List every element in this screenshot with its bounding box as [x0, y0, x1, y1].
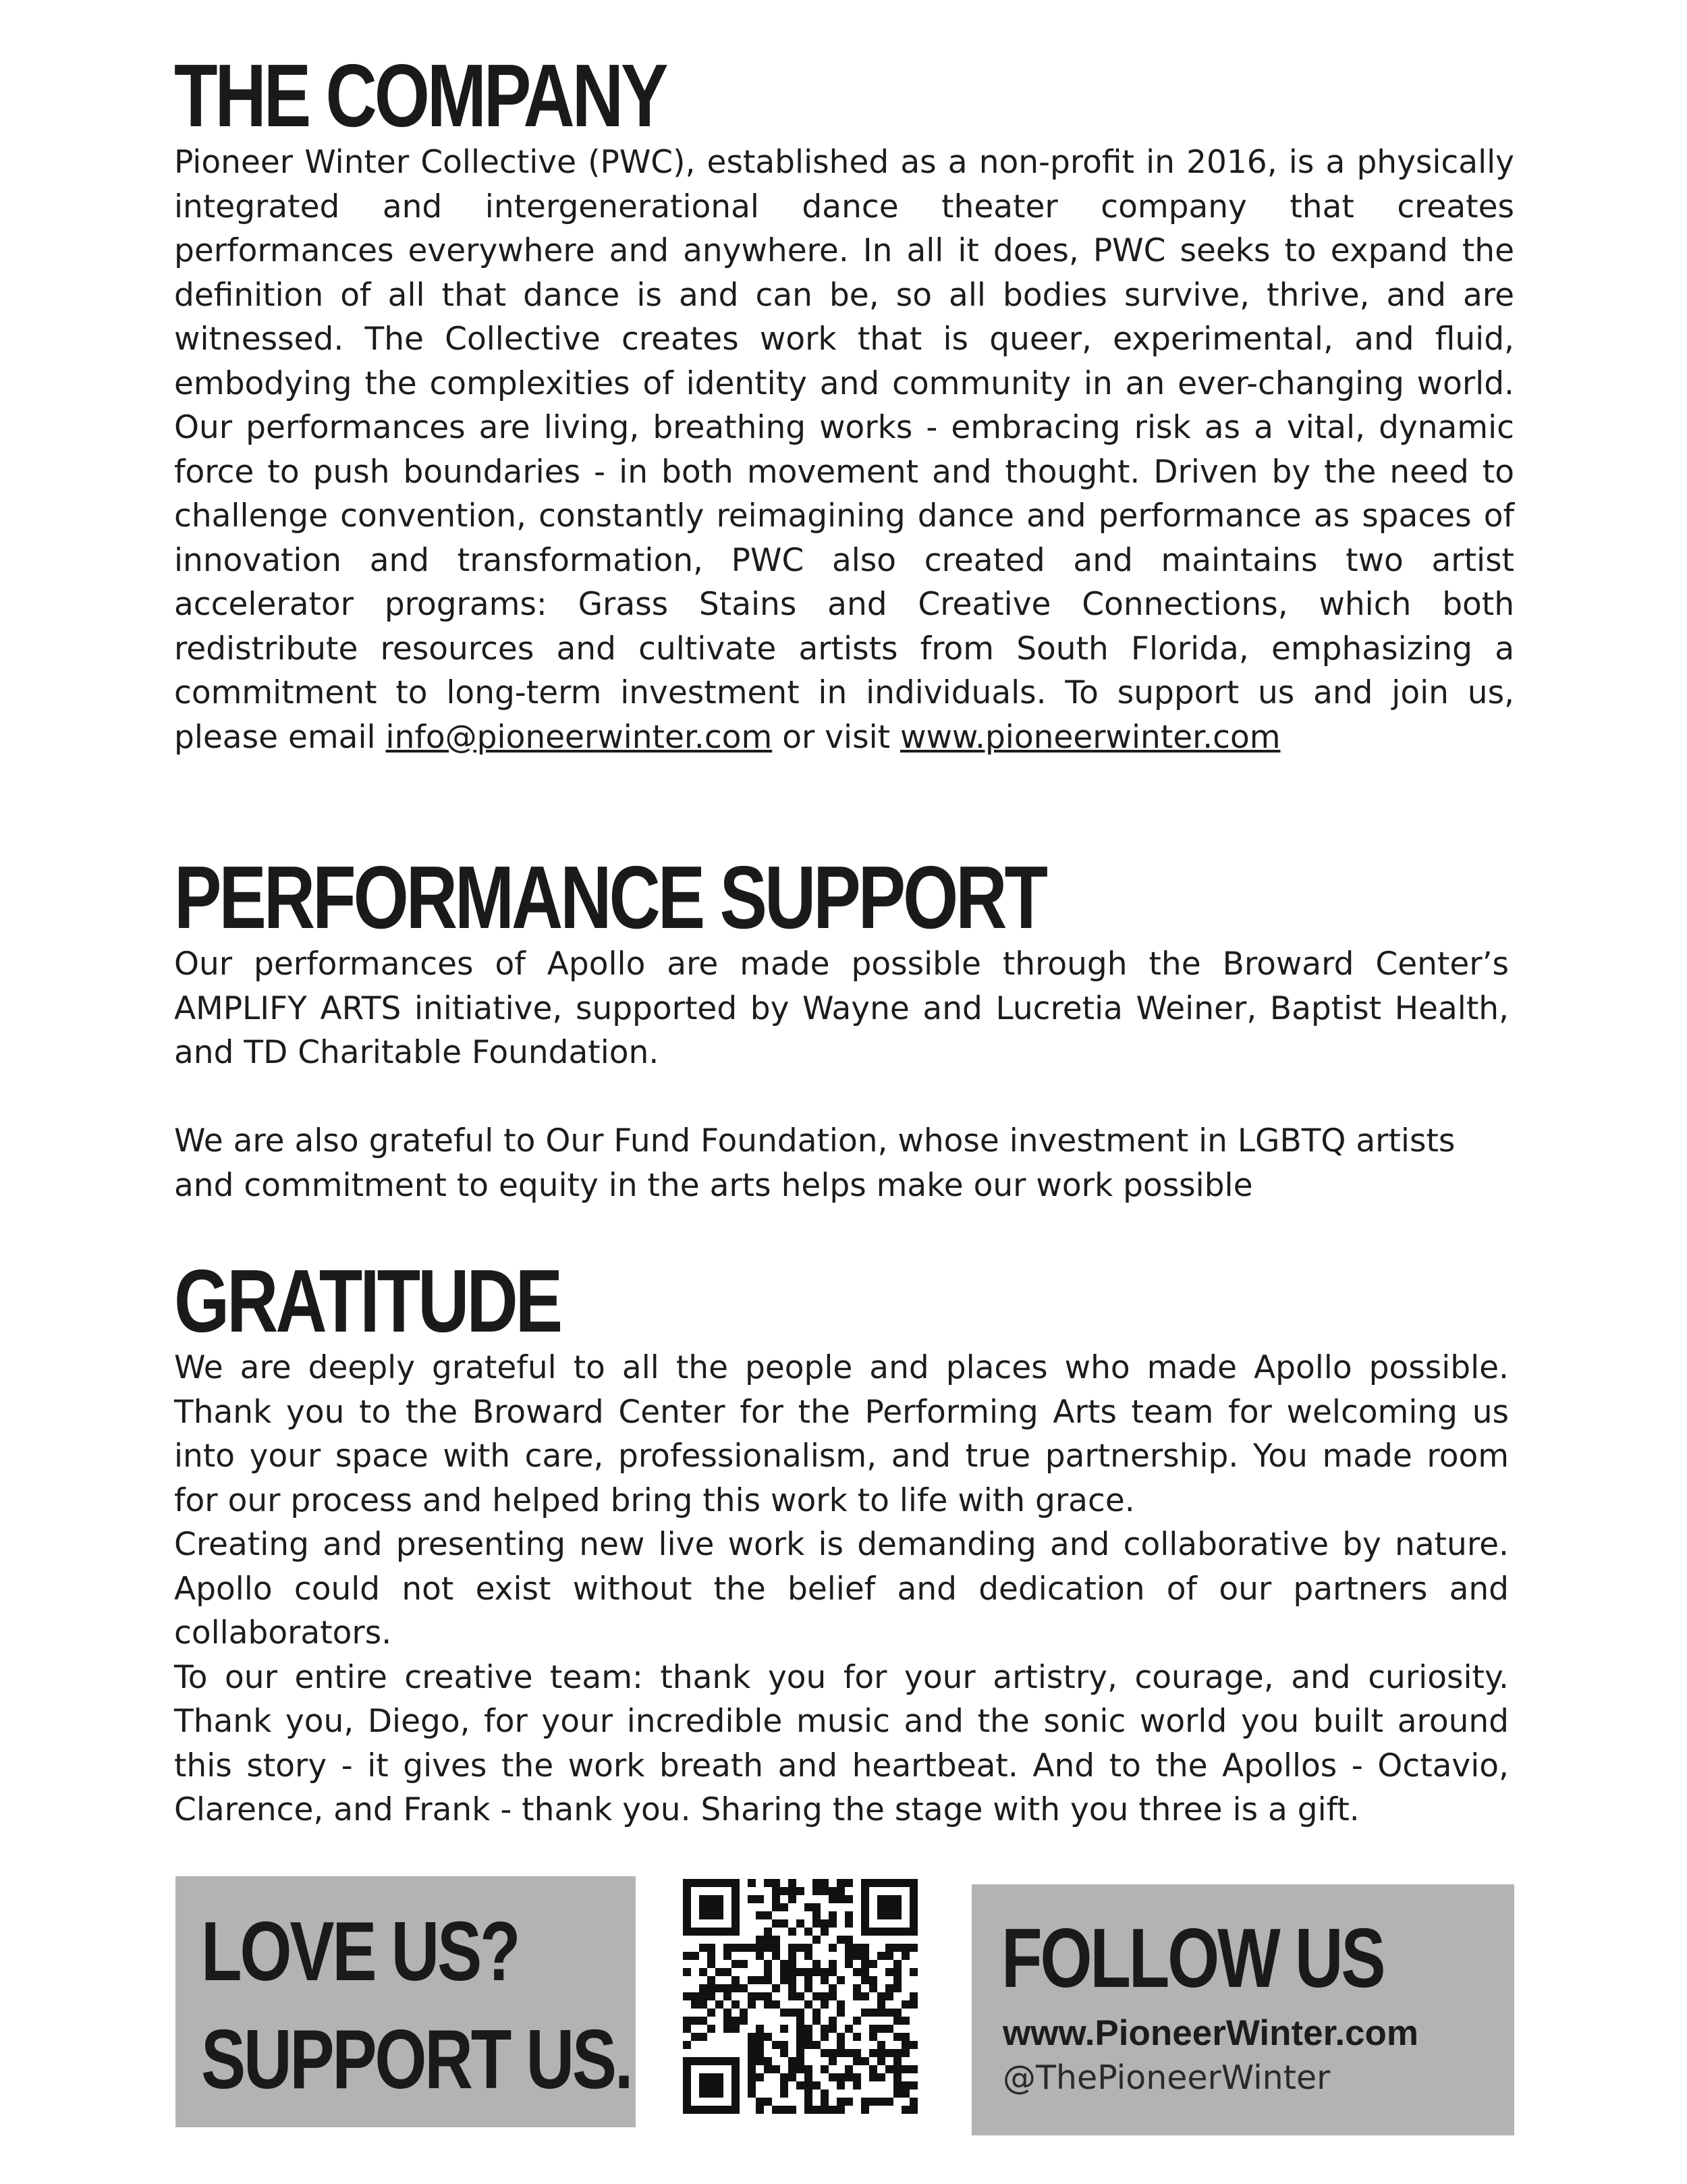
gratitude-paragraph-1: We are deeply grateful to all the people and places who made Apollo possible. Thank you to the Broward Center for the Performing Arts team for welcoming us into your space with care, professionalism, and true partnership. You made room for our process and helped bring this work to life with grace. [174, 1349, 1509, 1519]
follow-panel-handle[interactable]: @ThePioneerWinter [1003, 2058, 1331, 2097]
performance-support-text [174, 942, 1509, 1207]
company-description [174, 140, 1514, 759]
support-panel[interactable] [175, 1876, 636, 2127]
gratitude-paragraph-2: Creating and presenting new live work is demanding and collaborative by nature. Apollo could not exist without the belief and dedication of our partners and collaborators. [174, 1526, 1509, 1651]
follow-panel-website[interactable]: www.PioneerWinter.com [1003, 2013, 1419, 2053]
follow-panel [972, 1884, 1514, 2135]
performance-support-heading: PERFORMANCE SUPPORT [174, 848, 1046, 947]
support-panel-line-1: LOVE US? [201, 1905, 519, 1998]
company-text-or-visit: or visit [782, 718, 891, 756]
follow-panel-heading: FOLLOW US [1001, 1912, 1384, 2005]
gratitude-text [174, 1346, 1509, 1832]
company-text: Pioneer Winter Collective (PWC), established as a non-profit in 2016, is a physically integrated and intergenerational dance theater company that creates performances everywhere and anywhere. In all it does, PWC seeks to expand the definition of all that dance is and can be, so all bodies survive, thrive, and are witnessed. The Collective creates work that is queer, experimental, and fluid, embodying the complexities of identity and community in an ever-changing world. Our performances are living, breathing works - embracing risk as a vital, dynamic force to push boundaries - in both movement and thought. Driven by the need to challenge convention, constantly reimagining dance and performance as spaces of innovation and transformation, PWC also created and maintains two artist accelerator programs: Grass Stains and Creative Connections, which both redistribute resources and cultivate artists from South Florida, emphasizing a commitment to long-term investment in individuals. To support us and join us, please email [174, 144, 1514, 756]
gratitude-paragraph-3: To our entire creative team: thank you for your artistry, courage, and curiosity. Thank you, Diego, for your incredible music and the sonic world you built around this story - it gives the work breath and heartbeat. And to the Apollos - Octavio, Clarence, and Frank - thank you. Sharing the stage with you three is a gift. [174, 1658, 1509, 1828]
performance-support-paragraph-1: Our performances of Apollo are made possible through the Broward Center’s AMPLIFY ARTS initiative, supported by Wayne and Lucretia Weiner, Baptist Health, and TD Charitable Foundation. [174, 946, 1509, 1071]
website-link[interactable]: www.pioneerwinter.com [900, 718, 1281, 756]
support-panel-line-2: SUPPORT US. [201, 2013, 632, 2106]
qr-code-icon[interactable] [683, 1879, 918, 2114]
email-link[interactable]: info@pioneerwinter.com [385, 718, 773, 756]
gratitude-heading: GRATITUDE [174, 1251, 561, 1350]
performance-support-paragraph-2: We are also grateful to Our Fund Foundation, whose investment in LGBTQ artists and commitment to equity in the arts helps make our work possible [174, 1122, 1456, 1204]
company-heading: THE COMPANY [174, 46, 666, 145]
